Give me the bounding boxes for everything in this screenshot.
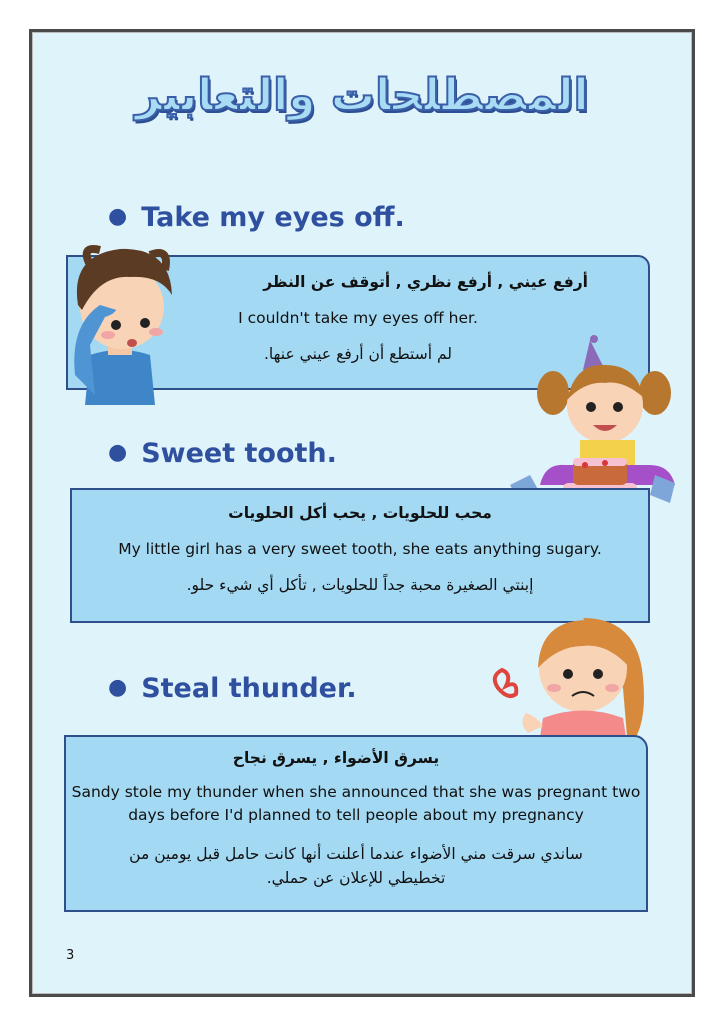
idiom-example-ar-line1: ساندي سرقت مني الأضواء عندما أعلنت أنها كانت حامل قبل يومين من [129, 845, 583, 863]
idiom-example-en-line1: Sandy stole my thunder when she announced that she was pregnant two [71, 783, 641, 801]
idiom-example-en: I couldn't take my eyes off her. [238, 309, 478, 327]
bullet-icon: ● [108, 204, 128, 229]
idiom-example-ar: لم أستطع أن أرفع عيني عنها. [264, 345, 452, 363]
idiom-example-en: My little girl has a very sweet tooth, she eats anything sugary. [118, 540, 602, 558]
idiom-heading-3 [108, 673, 357, 704]
page-title: المصطلحات والتعابير [135, 70, 589, 121]
idiom-heading-2 [108, 438, 337, 469]
page-number: 3 [66, 948, 75, 963]
idiom-example-ar: إبنتي الصغيرة محبة جداً للحلويات , تأكل أي شيء حلو. [186, 576, 534, 594]
idiom-phrase: Sweet tooth. [141, 438, 337, 469]
bullet-icon: ● [108, 675, 128, 700]
idiom-box-3 [64, 735, 648, 912]
idiom-box-2 [70, 488, 650, 623]
idiom-phrase: Take my eyes off. [141, 202, 405, 233]
idiom-phrase: Steal thunder. [141, 673, 357, 704]
idiom-example-ar-line2: تخطيطي للإعلان عن حملي. [266, 869, 446, 887]
bullet-icon: ● [108, 440, 128, 465]
idiom-meaning: يسرق الأضواء , يسرق نجاح [232, 749, 440, 767]
idiom-meaning: محب للحلويات , يحب أكل الحلويات [228, 504, 492, 522]
boy-shading-eyes-illustration [60, 235, 190, 405]
idiom-heading-1 [108, 202, 405, 233]
idiom-example-en-line2: days before I'd planned to tell people about my pregnancy [128, 806, 584, 824]
idiom-meaning: أرفع عيني , أرفع نظري , أتوقف عن النظر [263, 273, 588, 291]
